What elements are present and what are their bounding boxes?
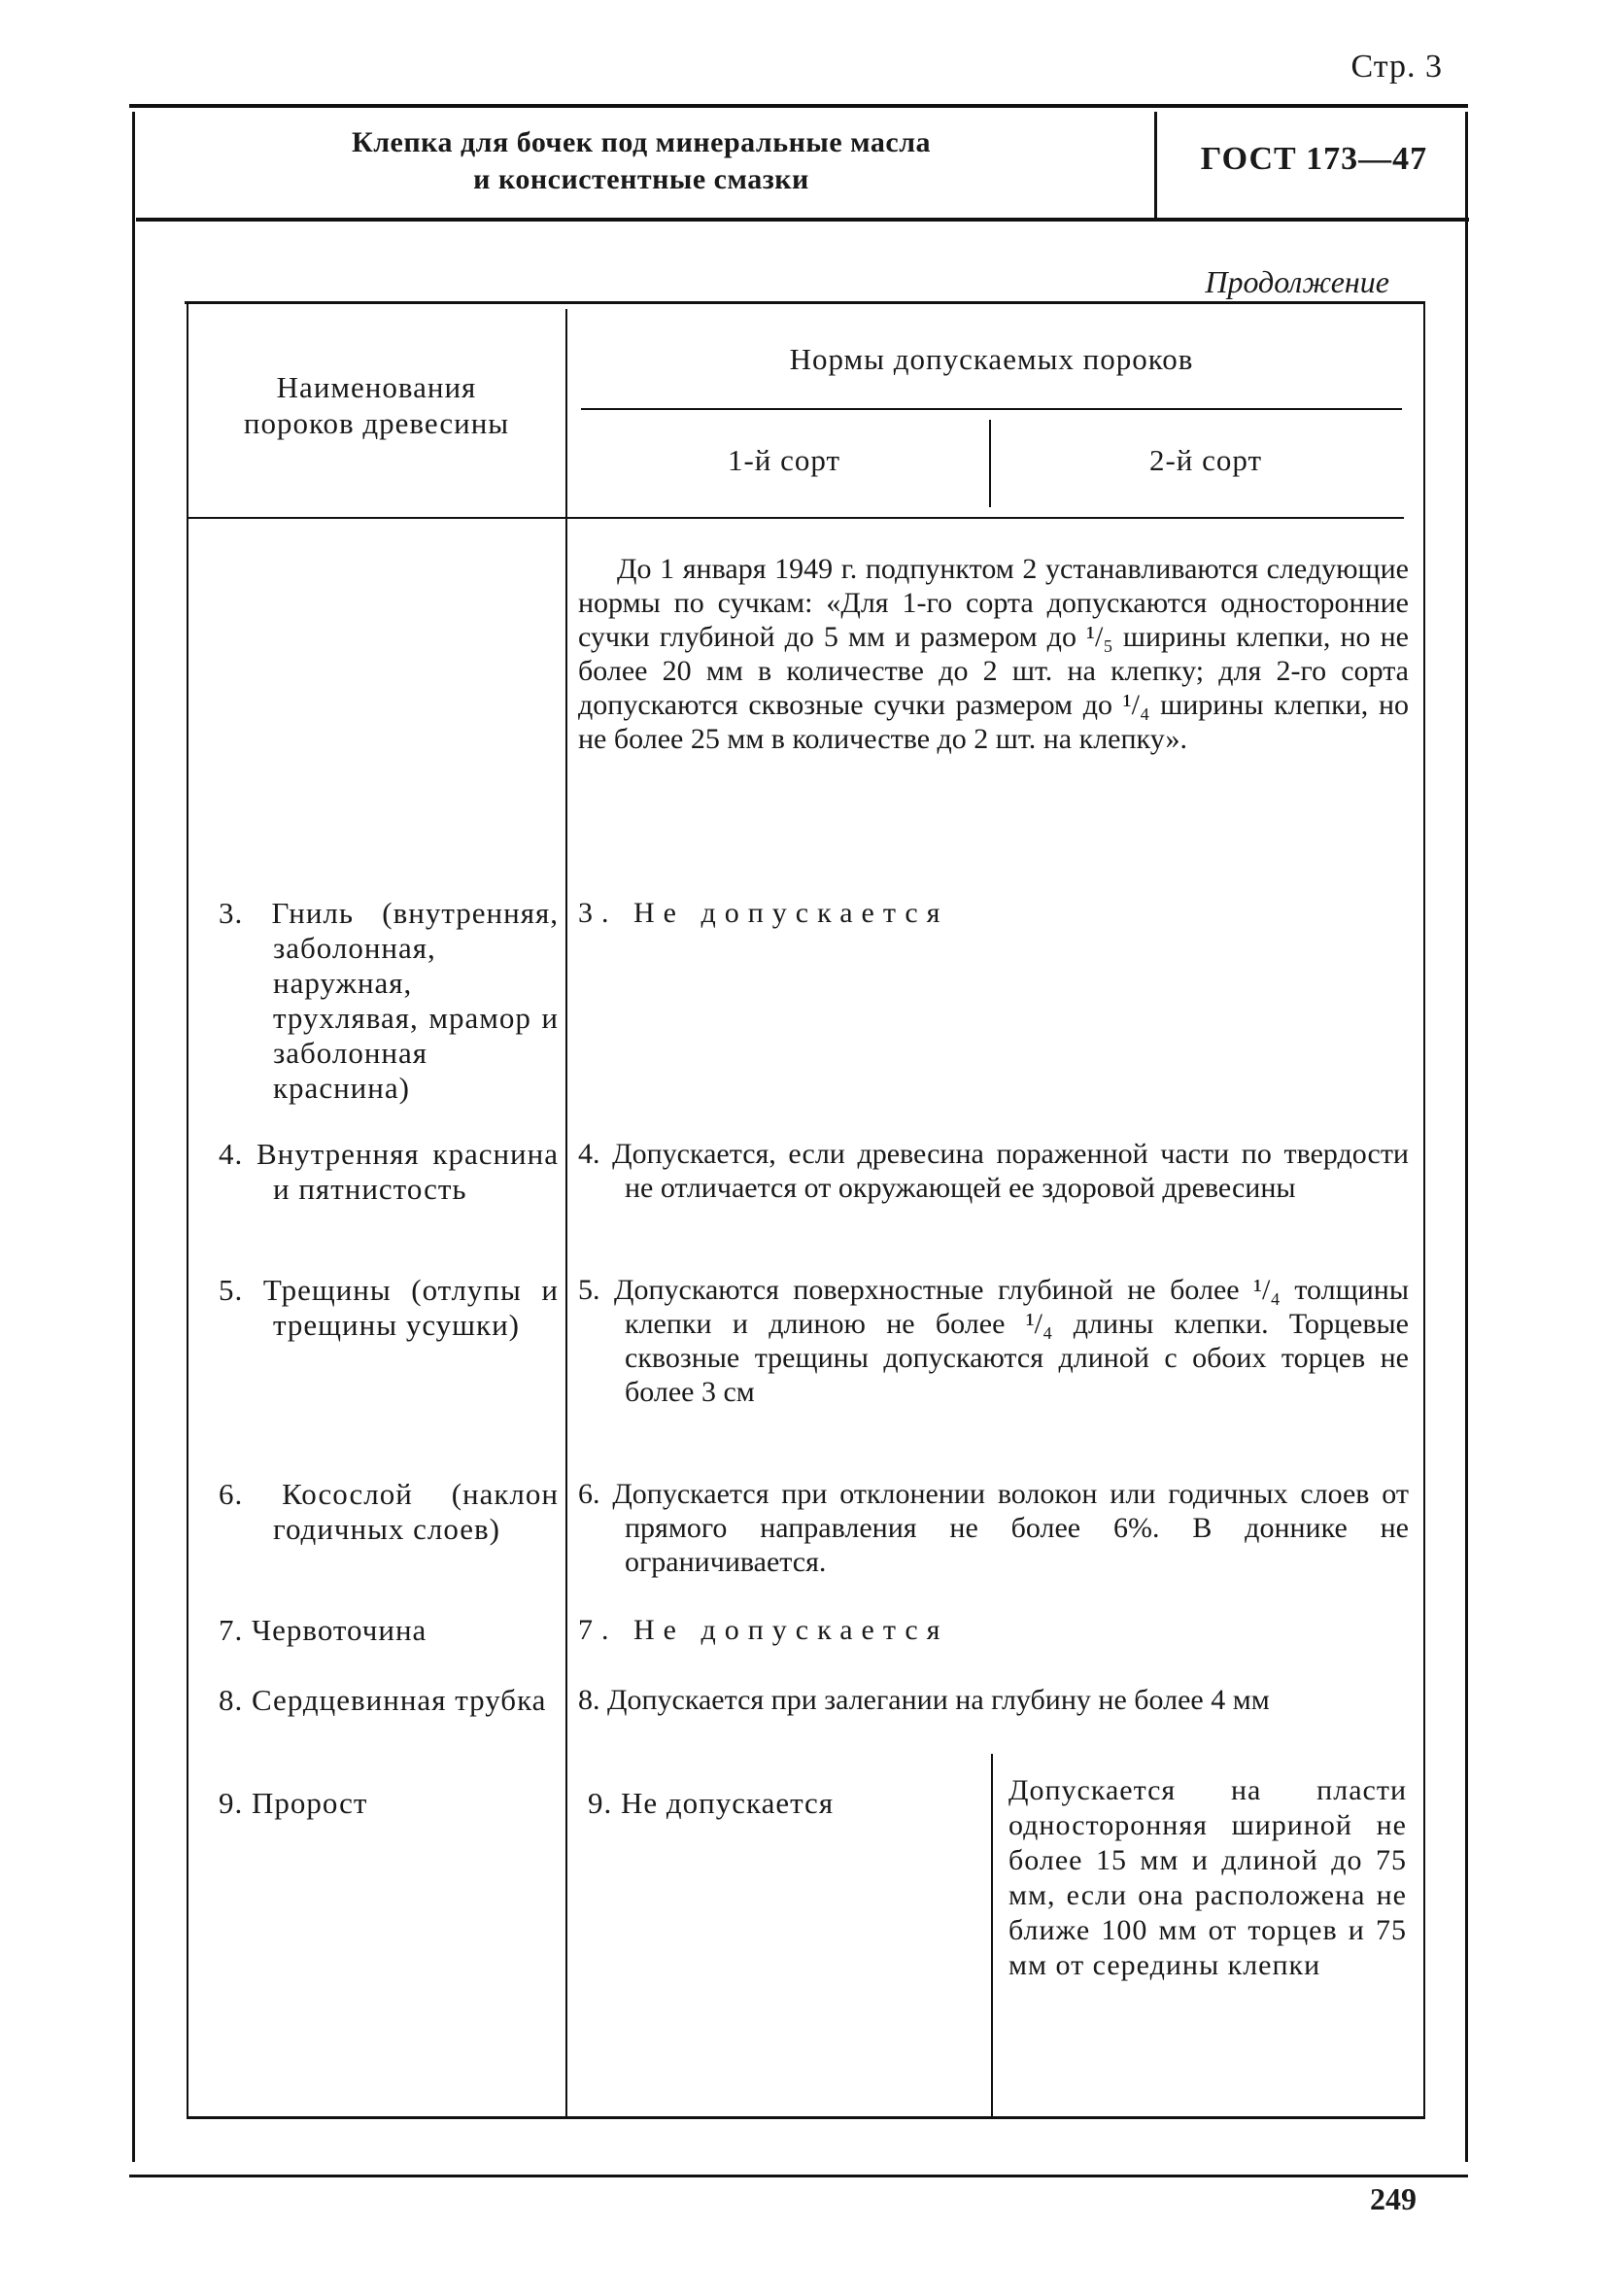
table-row9-divider — [991, 1754, 993, 2116]
frame-bottom-rule — [129, 2175, 1468, 2177]
norm-8: 8. Допускается при залегании на глубину не более 4 мм — [578, 1684, 1270, 1716]
defect-5: 5. Трещины (отлупы и трещины усушки) — [219, 1273, 559, 1342]
norm-9-sort-2: Допускается на пласти односторонняя шириной не более 15 мм и длиной до 75 мм, если она расположена не ближе 100 мм от торцев и 75 мм от середины клепки — [1008, 1774, 1407, 1981]
defect-3: 3. Гниль (внутренняя, заболонная, наружная, трухлявая, мрамор и заболонная краснина) — [219, 896, 559, 1105]
defect-7: 7. Червоточина — [219, 1613, 427, 1647]
norm-3: 3. Не допускается — [578, 897, 949, 929]
table-sort-divider — [989, 420, 991, 507]
table-top-rule — [185, 301, 1423, 304]
column-header-defects: Наименования пороков древесины — [243, 370, 510, 440]
frame-left-rule — [132, 112, 135, 2162]
column-header-norms: Нормы допускаемых пороков — [789, 342, 1194, 376]
intro-norm: До 1 января 1949 г. подпунктом 2 устанавливаются следующие нормы по сучкам: «Для 1-го сорта допускаются односторонние сучки глубиной до 5 мм и размером до ¹/₅ ширины клепки, но не более 20 мм в количестве до 2 шт. на клепку; для 2-го сорта допускаются сквозные сучки размером до ¹/₄ ширины клепки, но не более 25 мм в количестве до 2 шт. на клепку». — [578, 553, 1409, 755]
standard-code: ГОСТ 173—47 — [1200, 141, 1428, 177]
norm-5: 5. Допускаются поверхностные глубиной не более ¹/₄ толщины клепки и длиною не более ¹/₄ длины клепки. Торцевые сквозные трещины допускаются длиной с обоих торцев не более 3 см — [578, 1274, 1409, 1408]
defect-4: 4. Внутренняя краснина и пятнистость — [219, 1137, 559, 1206]
table-header-bottom-rule — [187, 517, 1404, 519]
header-divider — [1154, 112, 1157, 218]
table-subheader-rule — [581, 408, 1402, 410]
table-right-rule — [1423, 301, 1425, 2118]
norm-4: 4. Допускается, если древесина пораженной части по твердости не отличается от окружающей ее здоровой древесины — [578, 1138, 1409, 1204]
title-line-2: и консистентные смазки — [473, 163, 809, 195]
norm-6: 6. Допускается при отклонении волокон или годичных слоев от прямого направления не более 6%. В доннике не ограничивается. — [578, 1478, 1409, 1578]
table-left-rule — [187, 301, 188, 2118]
page-label: Стр. 3 — [1350, 49, 1443, 85]
header-bottom-rule — [136, 218, 1469, 222]
title-line-1: Клепка для бочек под минеральные масла — [351, 126, 932, 158]
frame-top-rule — [129, 104, 1468, 108]
defect-6: 6. Косослой (наклон годичных слоев) — [219, 1477, 559, 1546]
norm-9-sort-1: 9. Не допускается — [588, 1786, 835, 1820]
table-column-rule — [565, 309, 567, 2118]
page-number: 249 — [1370, 2181, 1417, 2216]
column-header-sort-2: 2-й сорт — [1148, 443, 1263, 477]
defect-9: 9. Пророст — [219, 1786, 368, 1820]
frame-right-rule — [1465, 112, 1468, 2162]
norm-7: 7. Не допускается — [578, 1614, 949, 1646]
column-header-sort-1: 1-й сорт — [727, 443, 841, 477]
defect-8: 8. Сердцевинная трубка — [219, 1683, 547, 1717]
document-title — [262, 124, 1020, 198]
continuation-label: Продолжение — [1205, 264, 1389, 299]
table-bottom-rule — [187, 2116, 1425, 2119]
